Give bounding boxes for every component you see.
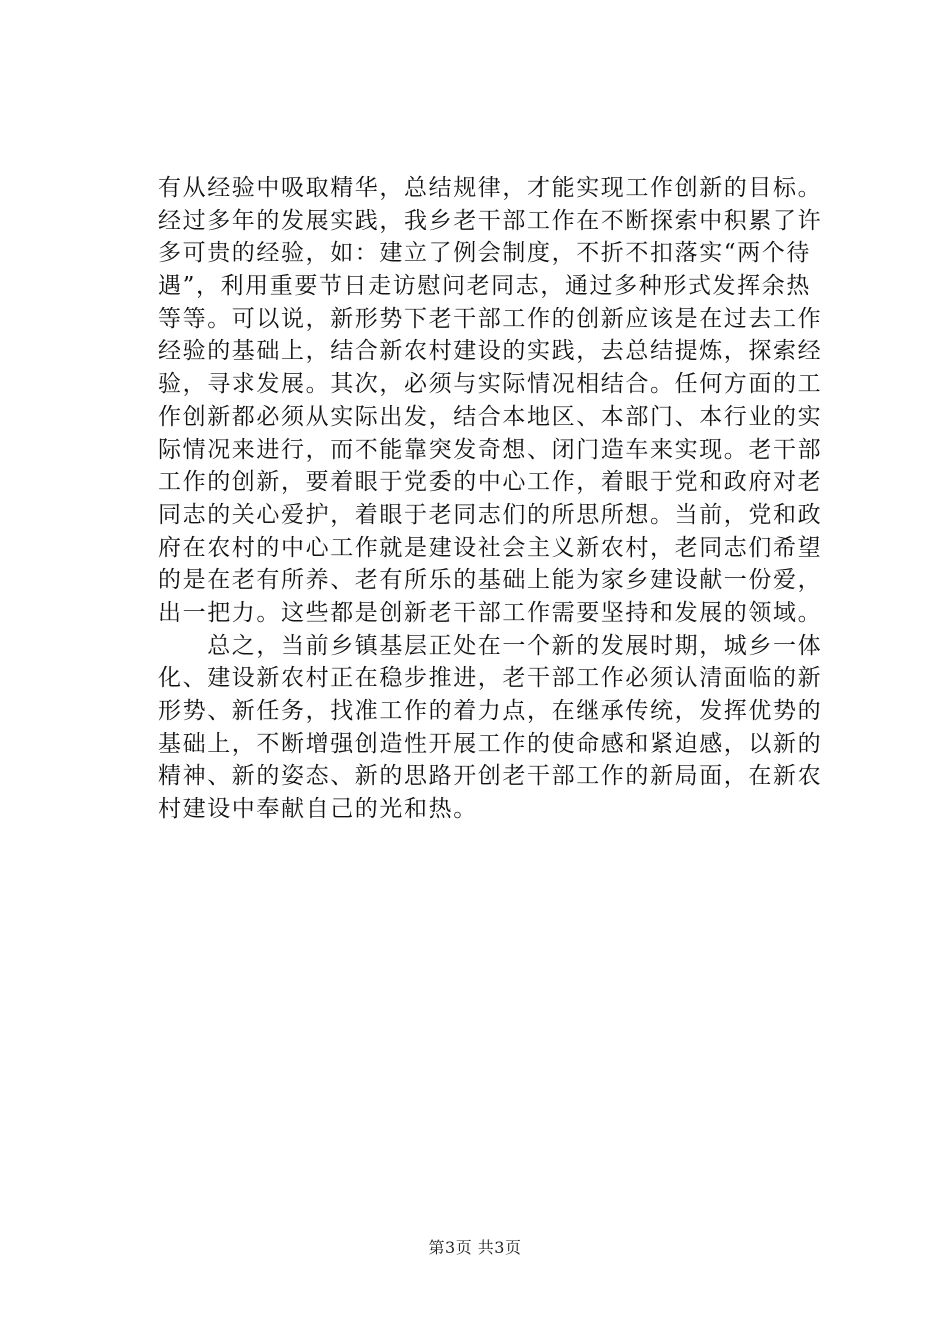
text-line: 际情况来进行，而不能靠突发奇想、闭门造车来实现。老干部 [158,436,823,463]
text-line: 有从经验中吸取精华，总结规律，才能实现工作创新的目标。 [158,175,823,201]
text-line: 形势、新任务，找准工作的着力点，在继承传统，发挥优势的 [158,698,823,724]
text-line: 府在农村的中心工作就是建设社会主义新农村，老同志们希望 [158,534,823,561]
text-line: 村建设中奉献自己的光和热。 [158,796,478,823]
text-line: 精神、新的姿态、新的思路开创老干部工作的新局面，在新农 [158,763,823,790]
text-line: 验，寻求发展。其次，必须与实际情况相结合。任何方面的工 [158,371,823,398]
text-line: 的是在老有所养、老有所乐的基础上能为家乡建设献一份爱， [158,567,823,594]
text-line: 出一把力。这些都是创新老干部工作需要坚持和发展的领域。 [158,599,823,626]
text-line: 总之，当前乡镇基层正处在一个新的发展时期，城乡一体 [158,632,823,659]
document-body [158,172,823,826]
page-number-footer: 第3页 共3页 [428,1238,522,1257]
text-line: 工作的创新，要着眼于党委的中心工作，着眼于党和政府对老 [158,469,823,496]
text-line: 同志的关心爱护，着眼于老同志们的所思所想。当前，党和政 [158,501,823,528]
text-line: 作创新都必须从实际出发，结合本地区、本部门、本行业的实 [158,403,823,430]
text-line: 多可贵的经验，如：建立了例会制度，不折不扣落实“两个待 [158,240,811,267]
text-line: 等等。可以说，新形势下老干部工作的创新应该是在过去工作 [158,305,823,332]
text-line: 经验的基础上，结合新农村建设的实践，去总结提炼，探索经 [158,338,823,365]
text-line: 化、建设新农村正在稳步推进，老干部工作必须认清面临的新 [158,665,823,692]
text-line: 遇”，利用重要节日走访慰问老同志，通过多种形式发挥余热 [158,273,811,300]
text-line: 经过多年的发展实践，我乡老干部工作在不断探索中积累了许 [158,207,823,234]
text-line: 基础上，不断增强创造性开展工作的使命感和紧迫感，以新的 [158,730,823,757]
